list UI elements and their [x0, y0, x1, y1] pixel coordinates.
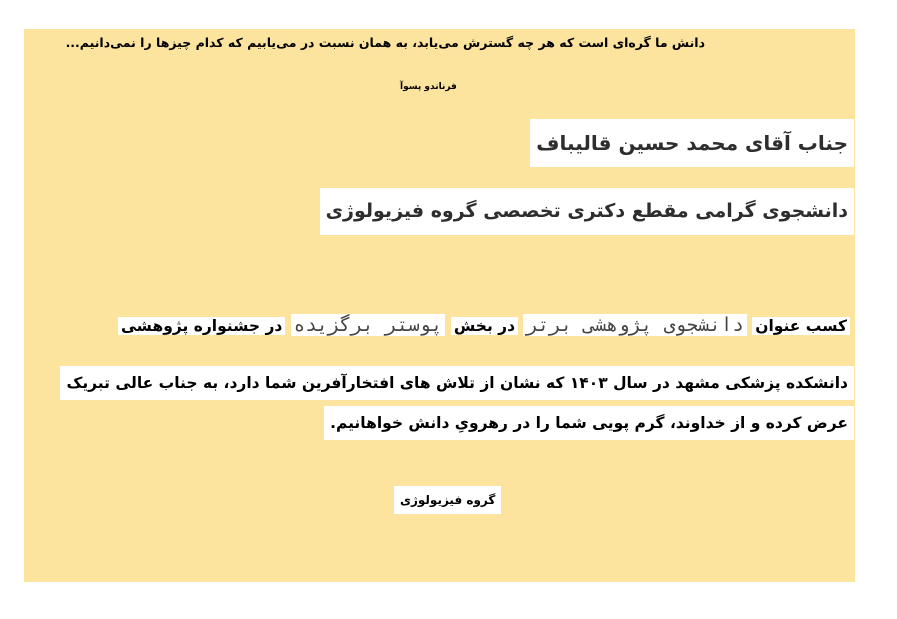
body-line-1-part-e: در جشنواره پژوهشی [118, 317, 285, 335]
body-line-1-section: پوستر برگزیده [291, 314, 446, 336]
signature: گروه فیزیولوژی [394, 486, 501, 514]
body-line-1 [114, 300, 854, 351]
quote-text: دانش ما گره‌ای است که هر چه گسترش می‌یابد، به همان نسبت در می‌یابیم که کدام چیزها را نمی‌دانیم... [65, 35, 705, 50]
salutation-heading: جناب آقای محمد حسین قالیباف [530, 119, 854, 167]
body-line-1-part-c: در بخش [451, 317, 518, 335]
body-line-2: دانشکده پزشکی مشهد در سال ۱۴۰۳ که نشان از تلاش های افتخارآفرین شما دارد، به جناب عالی تبریک [60, 366, 854, 400]
body-line-1-part-a: کسب عنوان [752, 317, 850, 335]
body-line-1-award: دانشجوی پژوهشی برتر [523, 314, 746, 336]
quote-author: فرناندو پسوآ [400, 82, 457, 92]
student-title-heading: دانشجوی گرامی مقطع دکتری تخصصی گروه فیزیولوژی [320, 188, 854, 235]
congratulation-card [24, 29, 855, 582]
body-line-3: عرض کرده و از خداوند، گرم پویی شما را در رهرویِ دانش خواهانیم. [324, 406, 854, 440]
